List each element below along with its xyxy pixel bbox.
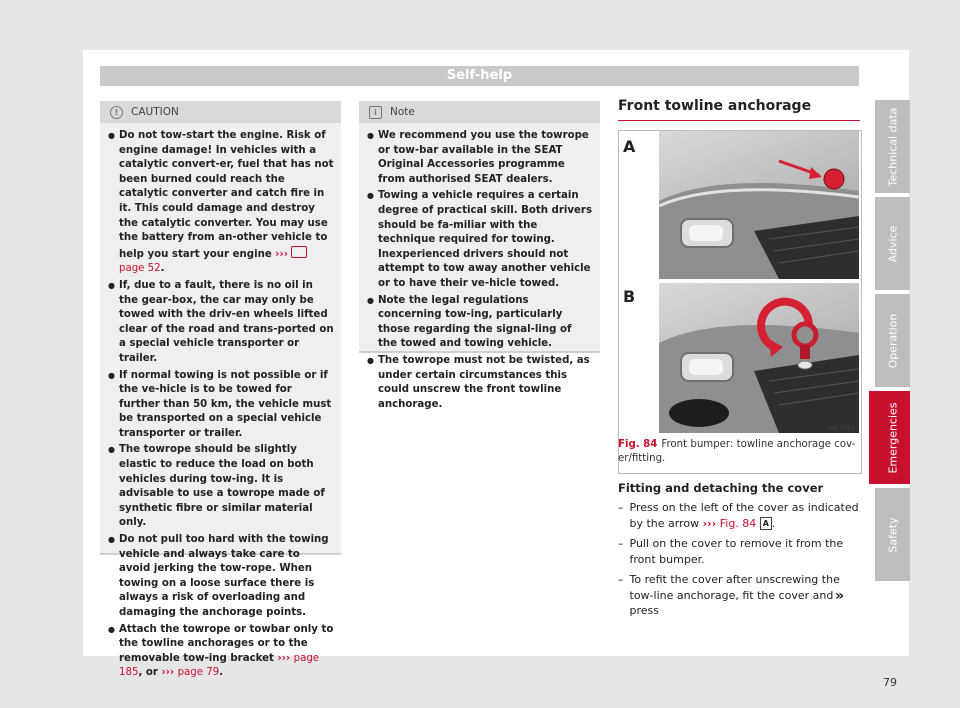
bullet-text-body: Attach the towrope or towbar only to the towline anchorages or to the removable tow-ing bracket (118, 623, 334, 664)
figure-reference-link[interactable]: Fig. 84 (719, 516, 757, 530)
figure-number: Fig. 84 (618, 439, 658, 450)
page-reference-link[interactable]: page 52 (118, 263, 161, 275)
bullet-item (108, 533, 334, 621)
ref-arrow: ››› (702, 516, 717, 530)
bullet-text (119, 443, 334, 531)
bullet-text-body: Towing a vehicle requires a certain degree of practical skill. Both drivers should be fa-miliar with the technique required for towing. Inexperienced drivers should not attempt to tow away another vehicle or to have their ve-hicle towed. (377, 190, 593, 289)
bullet-text-body: The towrope should be slightly elastic to reduce the load on both vehicles during tow-ing. It is advisable to use a towrope made of synthetic fibre or similar material only. (118, 444, 325, 529)
bullet-item (108, 623, 334, 681)
bullet-text-body: The towrope must not be twisted, as under certain circumstances this could unscrew the front towline anchorage. (377, 354, 590, 410)
step-item (618, 500, 860, 531)
tab-label: Safety (886, 516, 899, 553)
bullet-text (119, 533, 334, 621)
bullet-dot: ● (367, 191, 374, 201)
figure-label-a: A (623, 137, 636, 156)
continued-marker: » (835, 588, 845, 604)
bullet-text-body: If normal towing is not possible or if the ve-hicle is to be towed for further than 50 km, the vehicle must be transported on a special vehicle transporter or trailer. (118, 369, 332, 439)
bumper-cover-illustration (659, 131, 859, 279)
bullet-text (119, 129, 334, 277)
step-tail: . (771, 516, 776, 530)
step-text (630, 500, 861, 531)
bullet-text-body: Do not tow-start the engine. Risk of engine damage! In vehicles with a catalytic convert-er, fuel that has not been burned could reach the catalytic converter and catch fire in it. This could damage and destroy the catalytic converter. You may use the battery from an-other vehicle to help you start your engine (118, 130, 334, 260)
bullet-text (119, 623, 334, 681)
bullet-dot: ● (367, 355, 374, 365)
bullet-item (367, 294, 593, 352)
step-dash: – (618, 537, 624, 550)
bullet-text-body: If, due to a fault, there is no oil in the gear-box, the car may only be towed with the driv-en wheels lifted clear of the road and trans-ported on a special vehicle transporter or trailer. (118, 279, 334, 364)
bullet-dot: ● (108, 535, 115, 545)
note-body (359, 123, 600, 418)
bullet-item (108, 129, 334, 277)
bullet-mid-text: , or (138, 667, 158, 679)
steps-list (618, 500, 860, 624)
bullet-item (367, 129, 593, 187)
figure-panel-b (659, 283, 859, 433)
figure-caption-text: Front bumper: towline anchorage cov-er/fitting. (618, 439, 856, 464)
bullet-item (367, 189, 593, 291)
caution-box (100, 101, 341, 679)
step-text (630, 572, 861, 619)
figure-panel-a (659, 131, 859, 279)
bullet-text (119, 279, 334, 367)
tab-advice[interactable] (875, 197, 910, 290)
bullet-dot: ● (367, 295, 374, 305)
warning-icon: ! (110, 106, 123, 119)
bullet-text-body: Note the legal regulations concerning tow-ing, particularly those regarding the signal-ling of the towed and towing vehicle. (377, 294, 572, 350)
bullet-dot: ● (108, 370, 115, 380)
ref-arrow: ››› (275, 248, 288, 260)
towline-anchorage-illustration (659, 283, 859, 433)
bullet-text (378, 189, 593, 291)
bullet-dot: ● (108, 624, 115, 634)
step-text (630, 536, 861, 567)
bullet-text (378, 129, 593, 187)
bullet-dot: ● (108, 131, 115, 140)
bullet-dot: ● (108, 280, 115, 290)
step-dash: – (618, 573, 624, 586)
caution-body (100, 123, 341, 687)
step-item (618, 572, 860, 619)
bullet-item (108, 369, 334, 442)
bullet-dot: ● (108, 445, 115, 455)
step-item (618, 536, 860, 567)
tab-label: Emergencies (886, 401, 899, 474)
bullet-text-body: Do not pull too hard with the towing vehicle and always take care to avoid jerking the tow-rope. When towing on a loose surface there is always a risk of overloading and damaging the anchorage points. (118, 534, 329, 618)
caution-label: CAUTION (131, 106, 179, 118)
step-text-body: Pull on the cover to remove it from the front bumper. (629, 537, 844, 566)
caution-header (100, 101, 341, 123)
bullet-text-body: We recommend you use the towrope or tow-bar available in the SEAT Original Accessories programme from authorised SEAT dealers. (377, 130, 589, 185)
tab-safety[interactable] (875, 488, 910, 581)
figure-code: 6JA-0221 (828, 425, 855, 432)
note-label: Note (390, 106, 415, 118)
tab-emergencies[interactable] (875, 391, 910, 484)
figure-caption (618, 438, 860, 465)
page-number: 79 (883, 676, 897, 689)
tab-operation[interactable] (875, 294, 910, 387)
page-reference-link[interactable]: page 79 (177, 667, 220, 679)
bullet-tail: . (160, 263, 165, 275)
figure-part-badge: A (760, 517, 772, 530)
bullet-text (119, 369, 334, 442)
bullet-text (378, 294, 593, 352)
tab-technical-data[interactable] (875, 100, 910, 193)
note-box (359, 101, 600, 410)
ref-arrow: ››› (277, 652, 291, 664)
bullet-dot: ● (367, 131, 374, 140)
tab-label: Technical data (886, 107, 899, 186)
step-dash: – (618, 501, 624, 514)
step-text-body: Press on the left of the cover as indicated by the arrow (629, 501, 859, 530)
figure-label-b: B (623, 287, 636, 306)
bullet-text (378, 354, 593, 412)
step-text-body: To refit the cover after unscrewing the tow-line anchorage, fit the cover and press (629, 573, 840, 617)
page-reference-link[interactable]: page 185 (118, 652, 320, 679)
tab-label: Advice (886, 225, 899, 262)
subsection-title: Fitting and detaching the cover (618, 481, 824, 495)
ref-arrow: ››› (161, 667, 175, 679)
figure-84 (618, 130, 862, 474)
bullet-item (108, 443, 334, 531)
bullet-tail: . (219, 667, 224, 679)
bullet-item (108, 279, 334, 367)
bullet-item (367, 354, 593, 412)
page-header: Self-help (100, 66, 859, 86)
note-header (359, 101, 600, 123)
warning-light-icon (291, 246, 307, 258)
section-title: Front towline anchorage (618, 98, 860, 121)
info-icon: i (369, 106, 382, 119)
tab-label: Operation (886, 313, 899, 368)
